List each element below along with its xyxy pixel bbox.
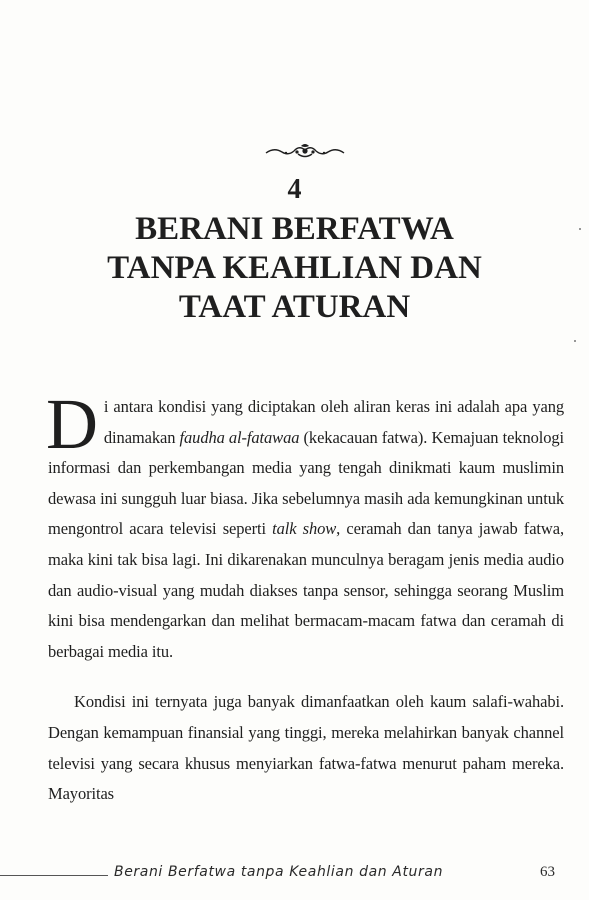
footer-rule	[0, 875, 108, 876]
chapter-number: 4	[287, 174, 302, 205]
scan-speck	[579, 228, 581, 230]
page-number: 63	[540, 864, 555, 880]
drop-cap: D	[46, 384, 98, 464]
chapter-title-line-2: TANPA KEAHLIAN DAN	[107, 250, 482, 286]
chapter-title-line-3: TAAT ATURAN	[178, 289, 411, 325]
body-text	[46, 384, 565, 810]
paragraph-2: Kondisi ini ternyata juga banyak dimanfaatkan oleh kaum salafi-wahabi. Dengan kemampuan finansial yang tinggi, mereka melahirkan banyak channel televisi yang secara khusus menyiarkan fatwa-fatwa menurut paham mereka. Mayoritas	[48, 692, 564, 804]
chapter-title-line-1: BERANI BERFATWA	[135, 211, 454, 247]
paragraph-1-text-c: , ceramah dan tanya jawab fatwa, maka kini tak bisa lagi. Ini dikarenakan munculnya beragam jenis media audio dan audio-visual yang mudah diakses tanpa sensor, sehingga seorang Muslim kini bisa mendengarkan dan melihat bermacam-macam fatwa dan ceramah di berbagai media itu.	[48, 519, 564, 661]
scan-speck	[574, 340, 576, 342]
running-title: Berani Berfatwa tanpa Keahlian dan Aturan	[114, 864, 444, 880]
paragraph-1-italic-term: faudha al-fatawaa	[179, 427, 300, 447]
chapter-title	[40, 210, 549, 327]
paragraph-1-text-a: i antara kondisi yang diciptakan oleh aliran keras ini adalah apa yang dinamakan	[103, 397, 564, 447]
paragraph-1-text-b: (kekacauan fatwa). Kemajuan teknologi informasi dan perkembangan media yang tengah dinikmati kaum muslimin dewasa ini sungguh luar biasa. Jika sebelumnya masih ada kemungkinan untuk mengontrol acara televisi seperti	[48, 427, 565, 539]
paragraph-1-italic-talkshow: talk show	[272, 519, 337, 539]
paragraph-1	[46, 384, 565, 667]
floral-ornament-icon	[264, 142, 346, 160]
